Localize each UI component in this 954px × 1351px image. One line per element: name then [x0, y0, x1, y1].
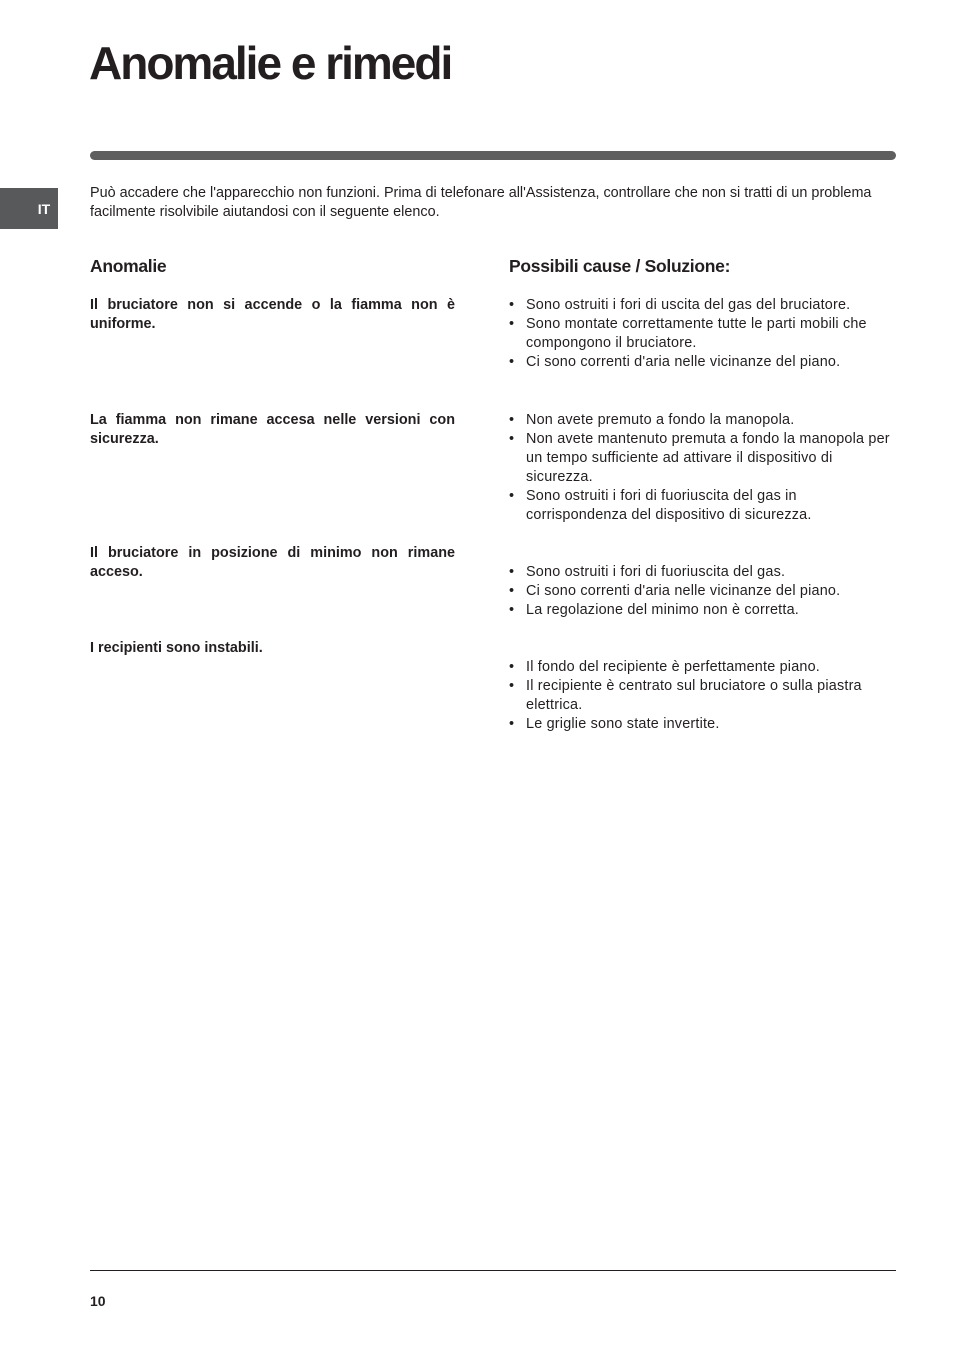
bullet-icon: • [509, 564, 515, 580]
bullet-icon: • [509, 297, 515, 313]
cause-item: • Non avete mantenuto premuta a fondo la manopola per un tempo sufficiente ad attivare il dispositivo di sicurezza. [509, 431, 890, 485]
language-tab: IT [0, 188, 58, 229]
bullet-icon: • [509, 678, 515, 694]
cause-item: • Il fondo del recipiente è perfettamente piano. [509, 659, 821, 675]
cause-item: • Ci sono correnti d'aria nelle vicinanze del piano. [509, 583, 841, 599]
bullet-icon: • [509, 488, 515, 504]
bullet-icon: • [509, 316, 515, 332]
intro-paragraph: Può accadere che l'apparecchio non funzioni. Prima di telefonare all'Assistenza, controllare che non si tratti di un problema facilmente risolvibile aiutandosi con il seguente elenco. [90, 185, 872, 220]
problem-item: Il bruciatore non si accende o la fiamma non è uniforme. [90, 297, 455, 332]
causes-list [509, 658, 899, 734]
bullet-icon: • [509, 602, 515, 618]
bullet-icon: • [509, 716, 515, 732]
bullet-icon: • [509, 412, 515, 428]
problem-item: La fiamma non rimane accesa nelle versioni con sicurezza. [90, 412, 455, 447]
causes-list [509, 563, 899, 620]
bullet-icon: • [509, 354, 515, 370]
bullet-icon: • [509, 431, 515, 447]
page-title: Anomalie e rimedi [89, 37, 452, 89]
causes-list [509, 296, 899, 372]
cause-item: • Non avete premuto a fondo la manopola. [509, 412, 795, 428]
title-divider [90, 151, 896, 160]
cause-item: • Sono montate correttamente tutte le parti mobili che compongono il bruciatore. [509, 316, 867, 351]
cause-item: • Il recipiente è centrato sul bruciatore o sulla piastra elettrica. [509, 678, 862, 713]
cause-item: • Sono ostruiti i fori di fuoriuscita del gas. [509, 564, 786, 580]
cause-item: • Sono ostruiti i fori di uscita del gas del bruciatore. [509, 297, 851, 313]
causes-list [509, 411, 899, 525]
cause-item: • Ci sono correnti d'aria nelle vicinanze del piano. [509, 354, 841, 370]
cause-item: • Sono ostruiti i fori di fuoriuscita del gas in corrispondenza del dispositivo di sicurezza. [509, 488, 812, 523]
bullet-icon: • [509, 583, 515, 599]
problems-heading: Anomalie [90, 256, 167, 276]
causes-heading: Possibili cause / Soluzione: [509, 256, 731, 276]
problem-item: Il bruciatore in posizione di minimo non rimane acceso. [90, 545, 455, 580]
page-number: 10 [90, 1293, 106, 1309]
cause-item: • Le griglie sono state invertite. [509, 716, 720, 732]
bullet-icon: • [509, 659, 515, 675]
cause-item: • La regolazione del minimo non è corretta. [509, 602, 799, 618]
problem-item: I recipienti sono instabili. [90, 640, 263, 656]
footer-divider [90, 1270, 896, 1271]
